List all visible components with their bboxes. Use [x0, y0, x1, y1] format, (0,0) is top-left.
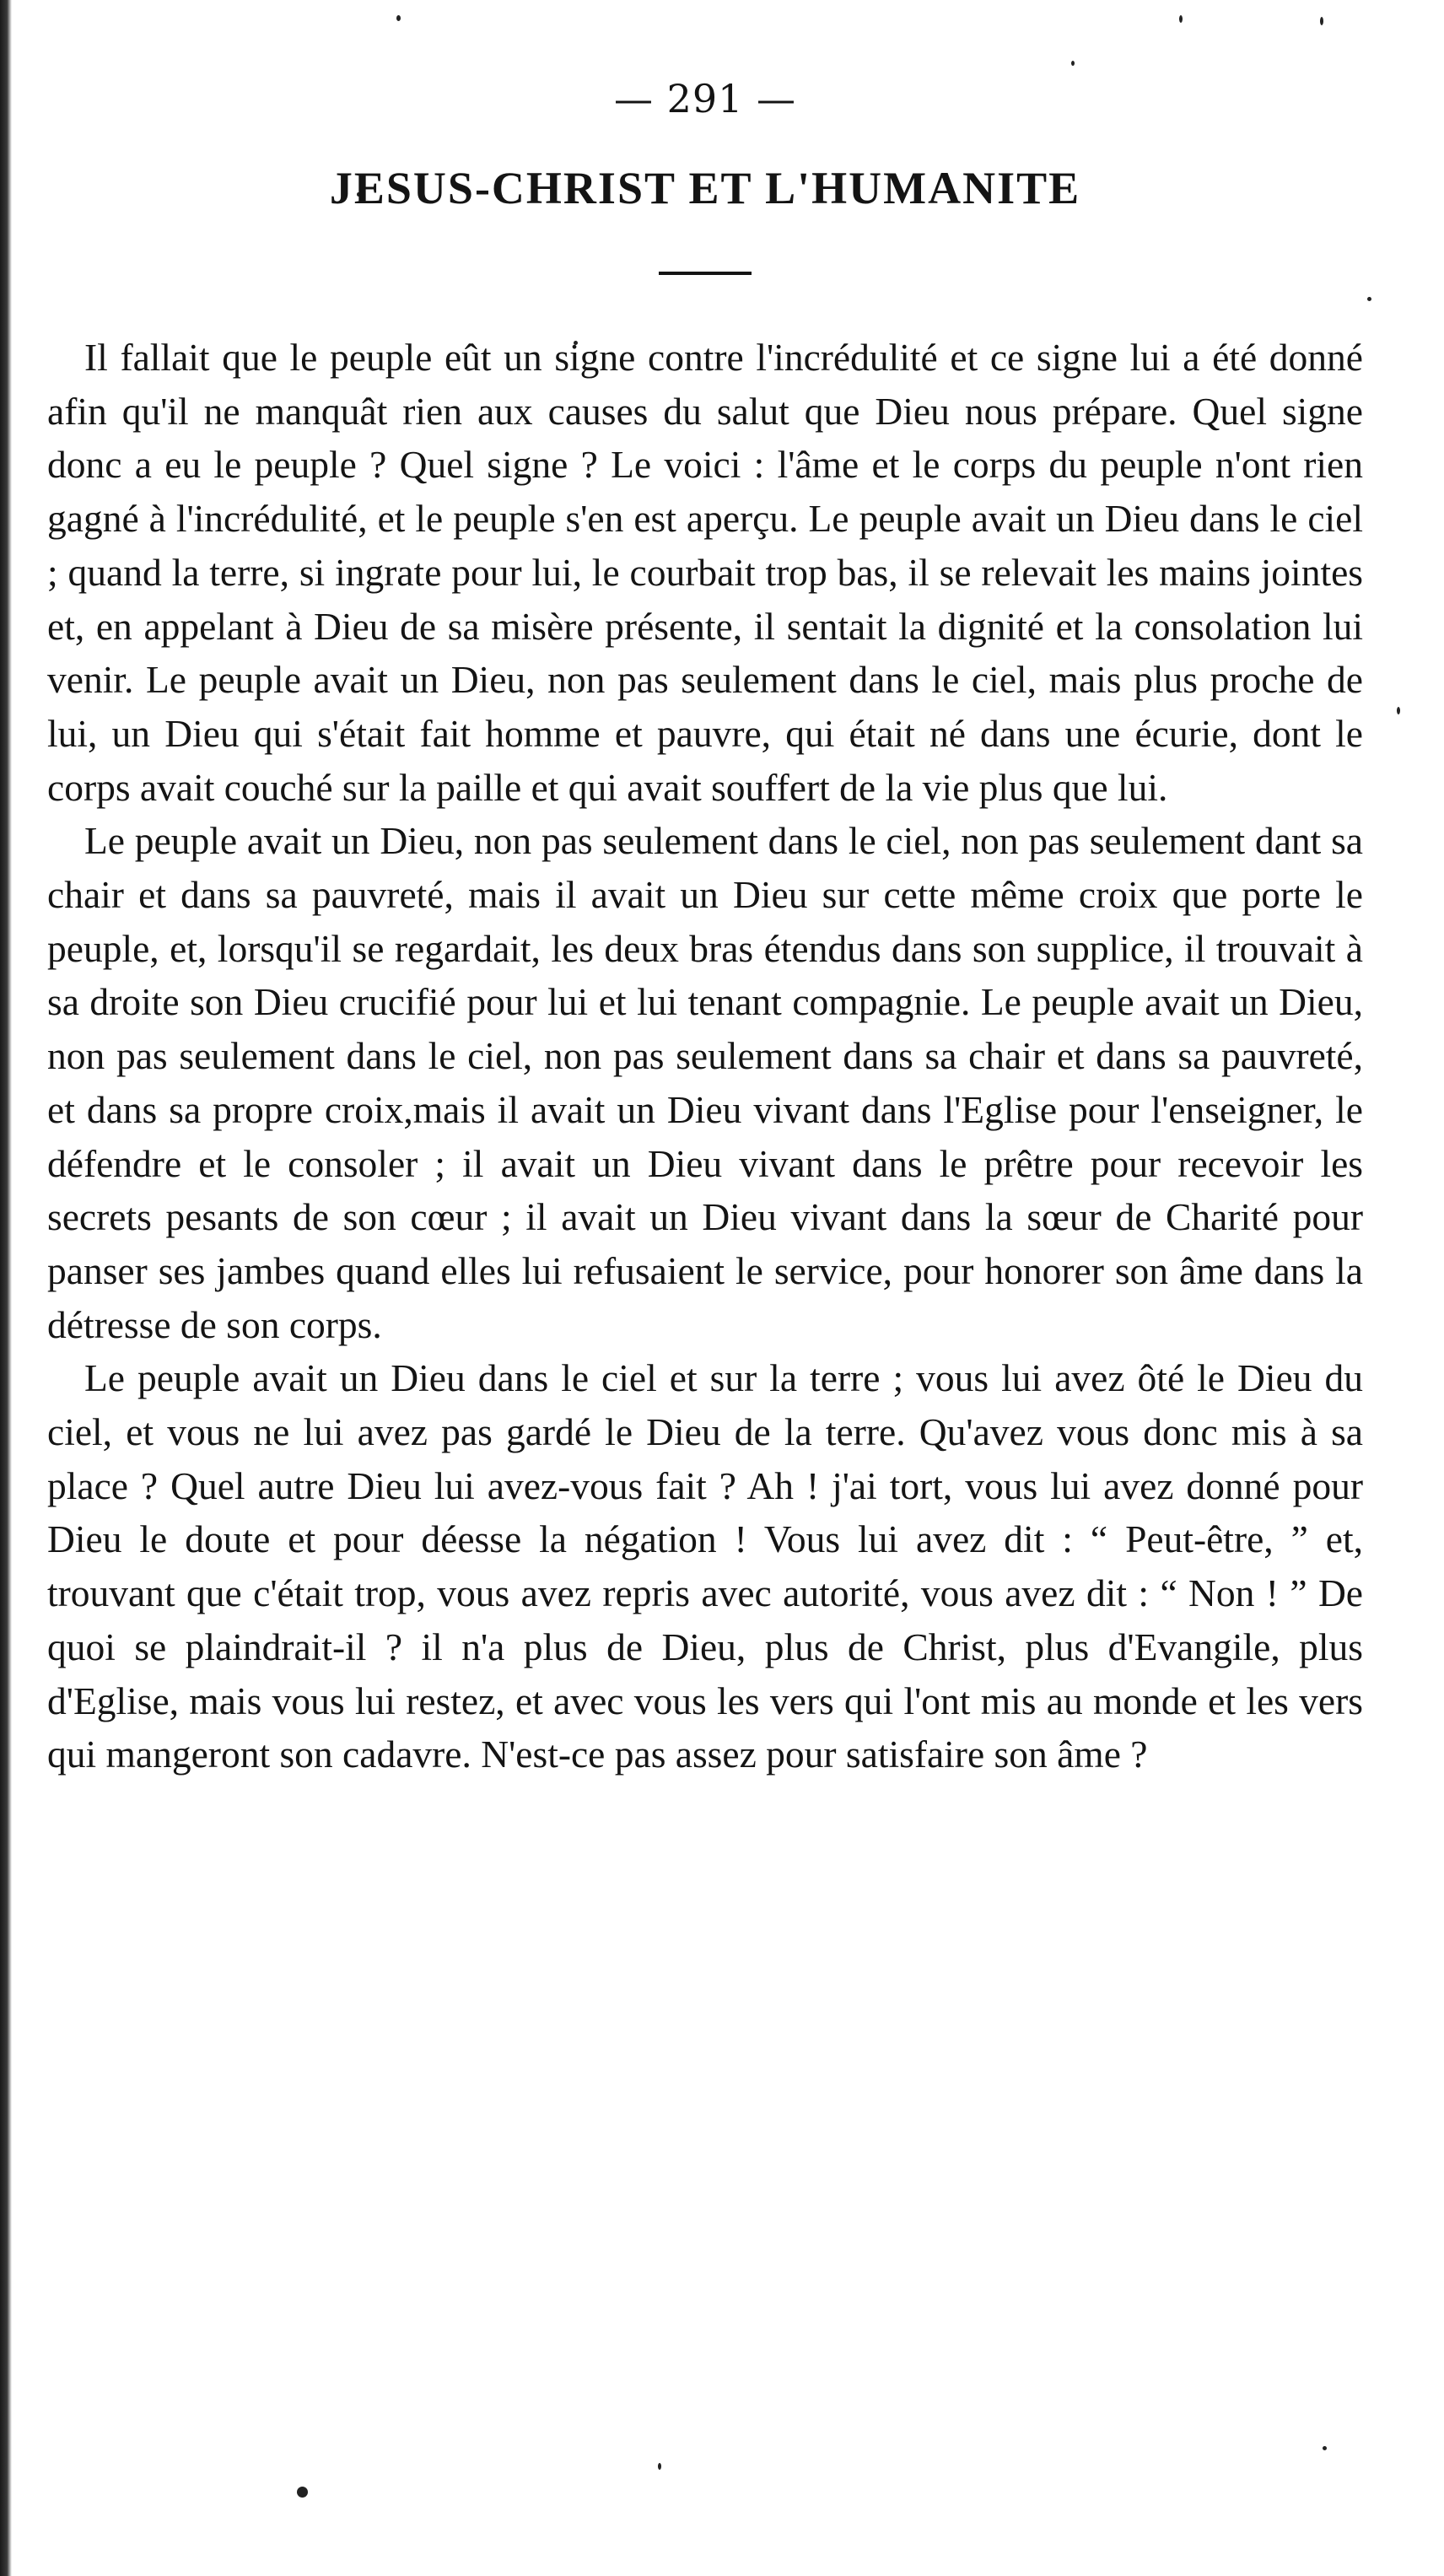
page-number: — 291 — — [613, 76, 797, 121]
title-rule — [659, 272, 752, 275]
page-edge-shadow — [0, 0, 12, 2576]
paragraph-3: Le peuple avait un Dieu dans le ciel et sur la terre ; vous lui avez ôté le Dieu du ciel, et vous ne lui avez pas gardé le Dieu de la terre. Qu'avez vous donc mis à sa place ? Quel autre Dieu lui avez-vous fait ? Ah ! j'ai tort, vous lui avez donné pour Dieu le doute et pour déesse la négation ! Vous lui avez dit : “ Peut-être, ” et, trouvant que c'était trop, vous avez repris avec autorité, vous avez dit : “ Non ! ” De quoi se plaindrait-il ? il n'a plus de Dieu, plus de Christ, plus d'Evangile, plus d'Eglise, mais vous lui restez, et avec vous les vers qui l'ont mis au monde et les vers qui mangeront son cadavre. N'est-ce pas assez pour satisfaire son âme ? — [47, 1356, 1363, 1776]
print-speck — [1397, 707, 1400, 714]
print-speck — [1179, 15, 1183, 23]
chapter-title: JESUS-CHRIST ET L'HUMANITE — [329, 163, 1081, 213]
print-speck — [1367, 297, 1371, 301]
paragraph-1: Il fallait que le peuple eût un signe contre l'incrédulité et ce signe lui a été donné afin qu'il ne manquât rien aux causes du salut que Dieu nous prépare. Quel signe donc a eu le peuple ? Quel signe ? Le voici : l'âme et le corps du peuple n'ont rien gagné à l'incrédulité, et le peuple s'en est aperçu. Le peuple avait un Dieu dans le ciel ; quand la terre, si ingrate pour lui, le courbait trop bas, il se relevait les mains jointes et, en appelant à Dieu de sa misère présente, il sentait la dignité et la consolation lui venir. Le peuple avait un Dieu, non pas seulement dans le ciel, mais plus proche de lui, un Dieu qui s'était fait homme et pauvre, qui était né dans une écurie, dont le corps avait couché sur la paille et qui avait souffert de la vie plus que lui. — [47, 336, 1363, 809]
paragraph-2: Le peuple avait un Dieu, non pas seulement dans le ciel, non pas seulement dant sa chair et dans sa pauvreté, mais il avait un Dieu sur cette même croix que porte le peuple, et, lorsqu'il se regardait, les deux bras étendus dans son supplice, il trouvait à sa droite son Dieu crucifié pour lui et lui tenant compagnie. Le peuple avait un Dieu, non pas seulement dans le ciel, non pas seulement dans sa chair et dans sa pauvreté, et dans sa propre croix,mais il avait un Dieu vivant dans l'Eglise pour l'enseigner, le défendre et le consoler ; il avait un Dieu vivant dans le prêtre pour recevoir les secrets pesants de son cœur ; il avait un Dieu vivant dans la sœur de Charité pour panser ses jambes quand elles lui refusaient le service, pour honorer son âme dans la détresse de son corps. — [47, 819, 1363, 1346]
print-speck — [1320, 17, 1323, 25]
print-speck — [297, 2487, 308, 2498]
print-speck — [658, 2463, 661, 2470]
print-speck — [1323, 2446, 1327, 2450]
print-speck — [396, 15, 401, 21]
book-page — [47, 76, 1363, 1781]
print-speck — [1071, 61, 1075, 66]
